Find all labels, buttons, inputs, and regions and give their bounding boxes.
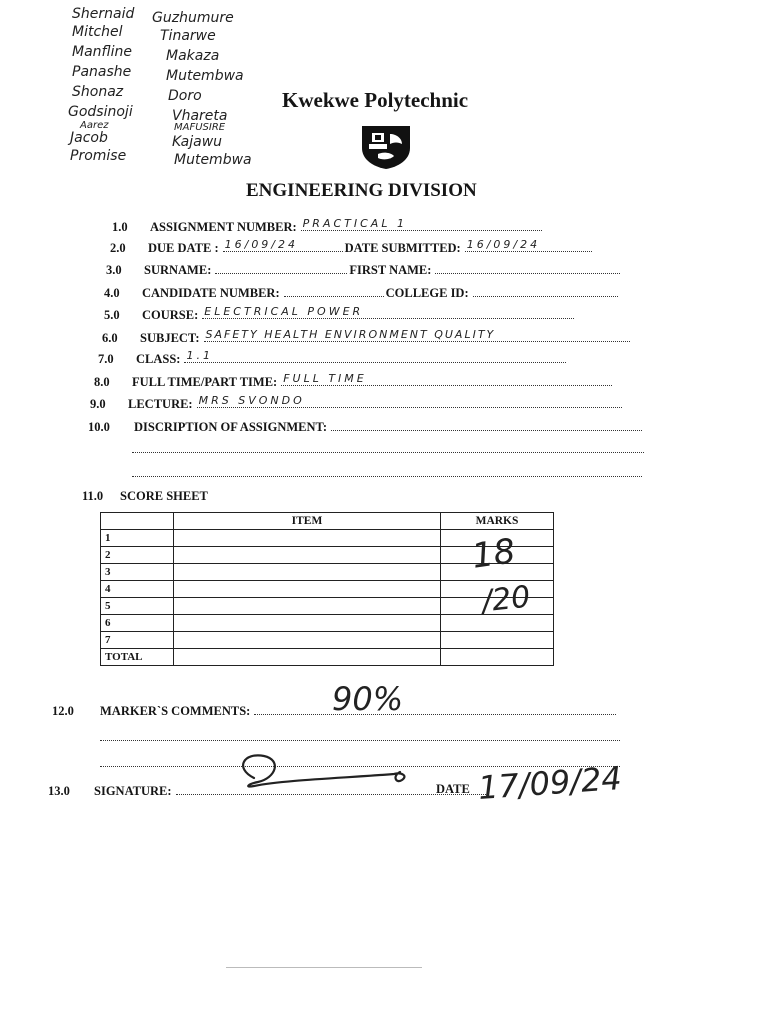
class-field[interactable]	[98, 349, 568, 367]
field-number: 4.0	[104, 286, 120, 300]
field-label: FIRST NAME:	[349, 263, 432, 277]
surname-line	[215, 263, 347, 274]
member-first-name: Godsinoji	[68, 104, 133, 120]
row-number: 5	[101, 598, 174, 615]
member-first-name: Manfline	[72, 44, 132, 60]
candidate-number-line	[284, 286, 384, 297]
item-cell[interactable]	[174, 598, 441, 615]
item-cell[interactable]	[174, 547, 441, 564]
date-label: DATE	[436, 782, 470, 796]
lecture-value: MRS SVONDO	[198, 394, 305, 407]
description-field[interactable]	[88, 420, 644, 435]
field-label: CLASS:	[136, 352, 181, 366]
member-last-name: Tinarwe	[160, 28, 216, 44]
field-number: 11.0	[82, 489, 104, 503]
field-label: COLLEGE ID:	[385, 286, 469, 300]
field-line	[465, 238, 592, 252]
field-number: 13.0	[48, 784, 70, 798]
field-label: CANDIDATE NUMBER:	[142, 286, 280, 300]
field-label: DISCRIPTION OF ASSIGNMENT:	[134, 420, 328, 434]
member-first-name: Shonaz	[72, 84, 124, 100]
table-header-row	[101, 513, 554, 530]
subject-value: SAFETY HEALTH ENVIRONMENT QUALITY	[205, 328, 496, 341]
field-label: COURSE:	[142, 308, 199, 322]
table-header-marks: MARKS	[441, 513, 554, 530]
member-last-name: Doro	[168, 88, 202, 104]
field-line	[254, 704, 616, 715]
marks-cell[interactable]	[441, 632, 554, 649]
field-line	[223, 238, 343, 252]
row-number: 1	[101, 530, 174, 547]
field-label: SURNAME:	[144, 263, 212, 277]
field-label: SUBJECT:	[140, 331, 200, 345]
total-row[interactable]	[101, 649, 554, 666]
due-date-row[interactable]	[110, 238, 594, 256]
surname-row[interactable]	[106, 263, 622, 278]
table-header-item: ITEM	[174, 513, 441, 530]
division-heading: ENGINEERING DIVISION	[246, 180, 477, 201]
field-line	[281, 372, 612, 386]
field-label: LECTURE:	[128, 397, 193, 411]
institution-title: Kwekwe Polytechnic	[282, 88, 469, 112]
marker-comment-value: 90%	[332, 680, 404, 718]
row-number: 4	[101, 581, 174, 598]
field-number: 2.0	[110, 241, 126, 255]
member-first-name: Shernaid	[72, 6, 135, 22]
course-field[interactable]	[104, 305, 576, 323]
item-cell[interactable]	[174, 632, 441, 649]
field-number: 8.0	[94, 375, 110, 389]
item-cell[interactable]	[174, 615, 441, 632]
field-label: DATE SUBMITTED:	[344, 241, 461, 255]
field-number: 9.0	[90, 397, 106, 411]
college-id-line	[473, 286, 618, 297]
total-label: TOTAL	[101, 649, 174, 666]
table-header-no	[101, 513, 174, 530]
field-number: 10.0	[88, 420, 110, 434]
course-value: ELECTRICAL POWER	[204, 305, 364, 318]
field-number: 3.0	[106, 263, 122, 277]
total-marks-cell[interactable]	[441, 649, 554, 666]
item-cell[interactable]	[174, 564, 441, 581]
row-number: 2	[101, 547, 174, 564]
description-line	[132, 476, 642, 477]
full-time-value: FULL TIME	[283, 372, 367, 385]
member-last-name: Mutembwa	[166, 68, 244, 84]
signature-date-value: 17/09/24	[476, 759, 623, 807]
field-number: 6.0	[102, 331, 118, 345]
description-line	[132, 452, 644, 453]
field-number: 5.0	[104, 308, 120, 322]
field-number: 12.0	[52, 704, 74, 718]
handwritten-mark: 18	[469, 531, 518, 577]
comments-line	[100, 740, 620, 741]
score-sheet-heading	[82, 489, 210, 504]
item-cell[interactable]	[174, 581, 441, 598]
field-line	[184, 349, 566, 363]
row-number: 3	[101, 564, 174, 581]
member-last-name: Mutembwa	[174, 152, 252, 168]
table-row[interactable]	[101, 632, 554, 649]
member-first-name: Aarez	[80, 120, 109, 131]
member-first-name: Panashe	[72, 64, 132, 80]
due-date-value: 16/09/24	[224, 238, 299, 251]
member-first-name: Jacob	[70, 130, 108, 146]
field-label: MARKER`S COMMENTS:	[100, 704, 251, 718]
date-submitted-value: 16/09/24	[466, 238, 541, 251]
field-label: ASSIGNMENT NUMBER:	[150, 220, 297, 234]
first-name-line	[435, 263, 620, 274]
field-line	[301, 217, 542, 231]
subject-field[interactable]	[102, 328, 632, 346]
member-last-name: Kajawu	[172, 134, 223, 150]
row-number: 7	[101, 632, 174, 649]
member-first-name: Promise	[70, 148, 127, 164]
full-time-field[interactable]	[94, 372, 614, 390]
field-label: FULL TIME/PART TIME:	[132, 375, 278, 389]
total-item-cell[interactable]	[174, 649, 441, 666]
assignment-number-value: PRACTICAL 1	[302, 217, 407, 230]
scan-artifact-line	[226, 967, 422, 968]
lecture-field[interactable]	[90, 394, 624, 412]
row-number: 6	[101, 615, 174, 632]
member-last-name: Makaza	[166, 48, 220, 64]
member-first-name: Mitchel	[72, 24, 123, 40]
handwritten-mark: /20	[480, 579, 532, 620]
member-last-name: Vhareta	[172, 108, 228, 124]
assignment-number-field[interactable]	[112, 217, 544, 235]
handwritten-signature	[224, 748, 414, 794]
class-value: 1.1	[186, 349, 213, 362]
score-sheet-title: SCORE SHEET	[120, 489, 208, 503]
field-label: DUE DATE :	[148, 241, 219, 255]
description-line	[331, 420, 642, 431]
field-label: SIGNATURE:	[94, 784, 172, 798]
member-last-name: MAFUSIRE	[174, 122, 226, 133]
member-last-name: Guzhumure	[152, 10, 234, 26]
field-number: 7.0	[98, 352, 114, 366]
polytechnic-crest-icon	[360, 124, 412, 170]
field-line	[202, 305, 574, 319]
field-line	[197, 394, 622, 408]
candidate-number-row[interactable]	[104, 286, 620, 301]
field-number: 1.0	[112, 220, 128, 234]
field-line	[204, 328, 630, 342]
item-cell[interactable]	[174, 530, 441, 547]
